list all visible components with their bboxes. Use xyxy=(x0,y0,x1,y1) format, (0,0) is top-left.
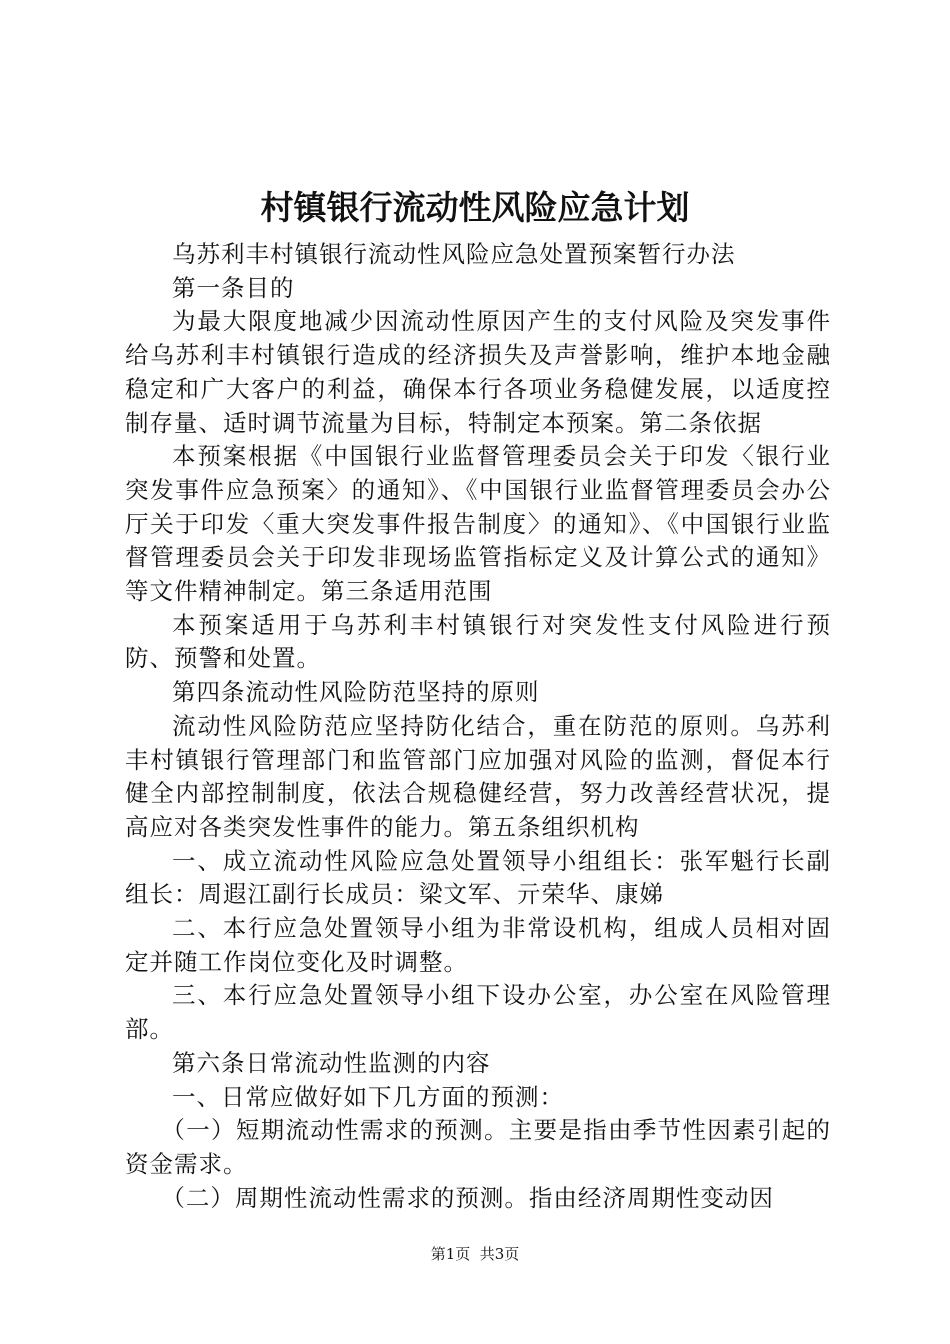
paragraph-article-4-heading: 第四条流动性风险防范坚持的原则 xyxy=(172,678,540,707)
paragraph-article-2-body: 本预案根据《中国银行业监督管理委员会关于印发〈银行业突发事件应急预案〉的通知》、《中国银行业监督管理委员会办公厅关于印发〈重大突发事件报告制度〉的通知》、《中国银行业监督管理委员会关于印发非现场监管指标定义及计算公式的通知》等文件精神制定。第三条适用范围 xyxy=(125,442,831,606)
paragraph-article-6-item-1: 一、日常应做好如下几方面的预测： xyxy=(172,1082,564,1111)
paragraph-article-6-heading: 第六条日常流动性监测的内容 xyxy=(172,1048,491,1077)
document-title: 村镇银行流动性风险应急计划 xyxy=(260,188,690,227)
paragraph-article-3-body: 本预案适用于乌苏利丰村镇银行对突发性支付风险进行预防、预警和处置。 xyxy=(125,610,831,673)
paragraph-article-5-item-3: 三、本行应急处置领导小组下设办公室，办公室在风险管理部。 xyxy=(125,981,831,1044)
document-body xyxy=(125,238,831,1215)
paragraph-article-5-item-2: 二、本行应急处置领导小组为非常设机构，组成人员相对固定并随工作岗位变化及时调整。 xyxy=(125,914,831,976)
paragraph-article-6-sub-2: （二）周期性流动性需求的预测。指由经济周期性变动因 xyxy=(161,1183,774,1212)
paragraph-subtitle: 乌苏利丰村镇银行流动性风险应急处置预案暂行办法 xyxy=(172,240,736,268)
paragraph-article-6-sub-1: （一）短期流动性需求的预测。主要是指由季节性因素引起的资金需求。 xyxy=(125,1116,831,1178)
paragraph-article-1-heading: 第一条目的 xyxy=(172,273,295,302)
page-number-footer: 第1页 共3页 xyxy=(430,1245,520,1263)
paragraph-article-4-body: 流动性风险防范应坚持防化结合，重在防范的原则。乌苏利丰村镇银行管理部门和监管部门应加强对风险的监测，督促本行健全内部控制制度，依法合规稳健经营，努力改善经营状况，提高应对各类突发性事件的能力。第五条组织机构 xyxy=(125,711,831,841)
paragraph-article-5-item-1: 一、成立流动性风险应急处置领导小组组长：张军魁行长副组长：周遐江副行长成员：梁文军、亓荣华、康娣 xyxy=(125,846,831,909)
paragraph-article-1-body: 为最大限度地减少因流动性原因产生的支付风险及突发事件给乌苏利丰村镇银行造成的经济损失及声誉影响，维护本地金融稳定和广大客户的利益，确保本行各项业务稳健发展，以适度控制存量、适时调节流量为目标，特制定本预案。第二条依据 xyxy=(125,307,831,437)
